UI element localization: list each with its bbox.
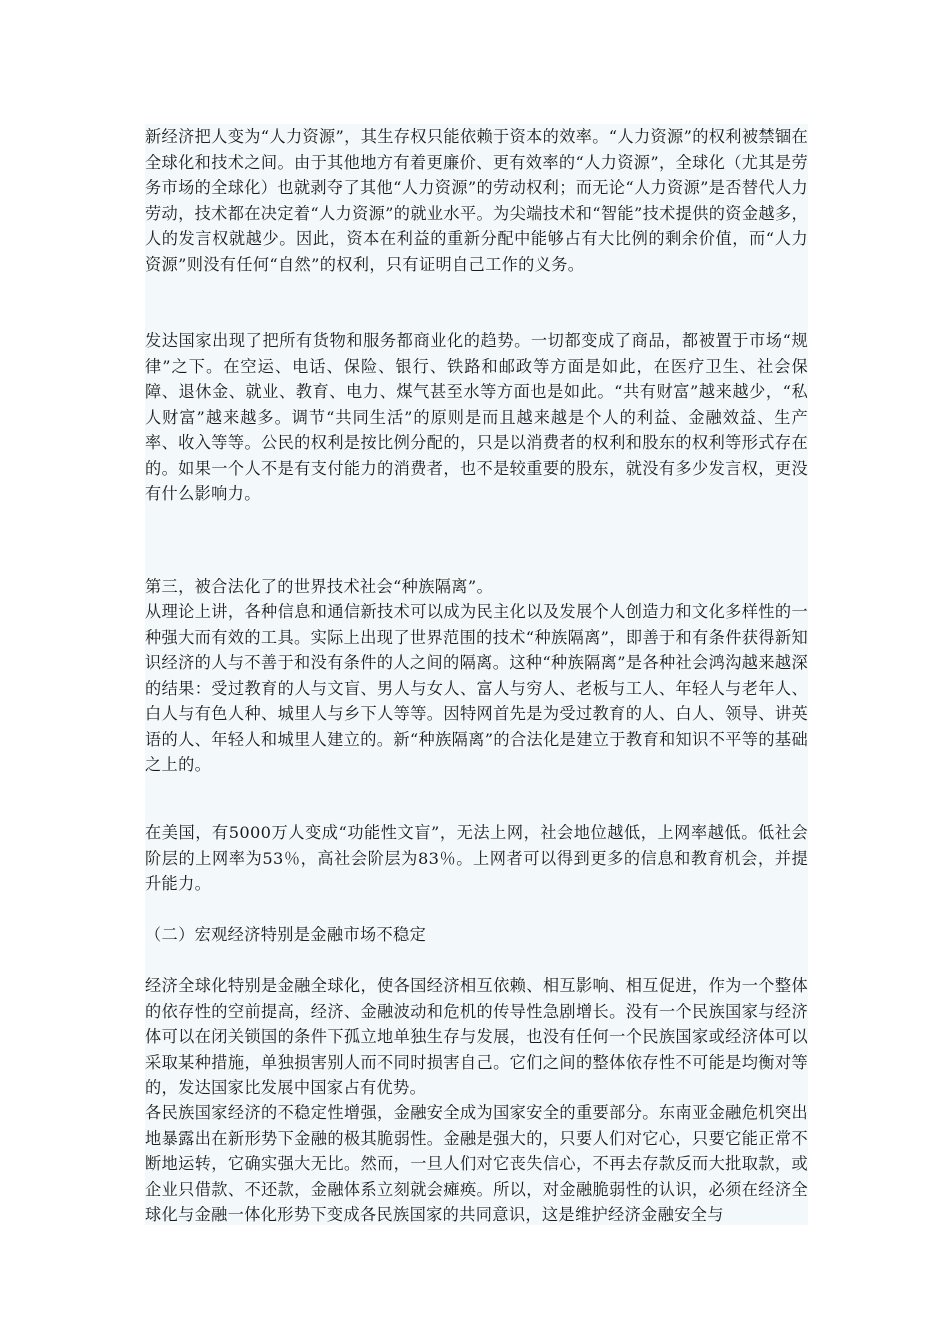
section-heading-financial-instability: （二）宏观经济特别是金融市场不稳定	[145, 925, 427, 944]
paragraph-financial-security: 各民族国家经济的不稳定性增强，金融安全成为国家安全的重要部分。东南亚金融危机突出地暴露出在新形势下金融的极其脆弱性。金融是强大的，只要人们对它心，只要它能正常不断地运转，它确实强大无比。然而，一旦人们对它丧失信心，不再去存款反而大批取款，或企业只借款、不还款，金融体系立刻就会瘫痪。所以，对金融脆弱性的认识，必须在经济全球化与金融一体化形势下变成各民族国家的共同意识，这是维护经济金融安全与	[145, 1103, 808, 1224]
paragraph-human-resources: 新经济把人变为“人力资源”，其生存权只能依赖于资本的效率。“人力资源”的权利被禁锢在全球化和技术之间。由于其他地方有着更廉价、更有效率的“人力资源”，全球化（尤其是劳务市场的全球化）也就剥夺了其他“人力资源”的劳动权利；而无论“人力资源”是否替代人力劳动，技术都在决定着“人力资源”的就业水平。为尖端技术和“智能”技术提供的资金越多，人的发言权就越少。因此，资本在利益的重新分配中能够占有大比例的剩余价值，而“人力资源”则没有任何“自然”的权利，只有证明自己工作的义务。	[145, 127, 808, 274]
paragraph-economic-globalization: 经济全球化特别是金融全球化，使各国经济相互依赖、相互影响、相互促进，作为一个整体的依存性的空前提高，经济、金融波动和危机的传导性急剧增长。没有一个民族国家与经济体可以在闭关锁国的条件下孤立地单独生存与发展，也没有任何一个民族国家或经济体可以采取某种措施，单独损害别人而不同时损害自己。它们之间的整体依存性不可能是均衡对等的，发达国家比发展中国家占有优势。	[145, 976, 808, 1097]
document-content	[145, 124, 808, 1225]
paragraph-us-internet: 在美国，有5000万人变成“功能性文盲”，无法上网，社会地位越低，上网率越低。低社会阶层的上网率为53％，高社会阶层为83％。上网者可以得到更多的信息和教育机会，并提升能力。	[145, 823, 808, 893]
paragraph-commercialization: 发达国家出现了把所有货物和服务都商业化的趋势。一切都变成了商品，都被置于市场“规律”之下。在空运、电话、保险、银行、铁路和邮政等方面是如此，在医疗卫生、社会保障、退休金、就业、教育、电力、煤气甚至水等方面也是如此。“共有财富”越来越少，“私人财富”越来越多。调节“共同生活”的原则是而且越来越是个人的利益、金融效益、生产率、收入等等。公民的权利是按比例分配的，只是以消费者的权利和股东的权利等形式存在的。如果一个人不是有支付能力的消费者，也不是较重要的股东，就没有多少发言权，更没有什么影响力。	[145, 331, 808, 503]
paragraph-technical-apartheid: 从理论上讲，各种信息和通信新技术可以成为民主化以及发展个人创造力和文化多样性的一种强大而有效的工具。实际上出现了世界范围的技术“种族隔离”，即善于和有条件获得新知识经济的人与不善于和没有条件的人之间的隔离。这种“种族隔离”是各种社会鸿沟越来越深的结果：受过教育的人与文盲、男人与女人、富人与穷人、老板与工人、年轻人与老年人、白人与有色人种、城里人与乡下人等等。因特网首先是为受过教育的人、白人、领导、讲英语的人、年轻人和城里人建立的。新“种族隔离”的合法化是建立于教育和知识不平等的基础之上的。	[145, 602, 808, 774]
section-heading-technical-apartheid: 第三，被合法化了的世界技术社会“种族隔离”。	[145, 577, 493, 596]
